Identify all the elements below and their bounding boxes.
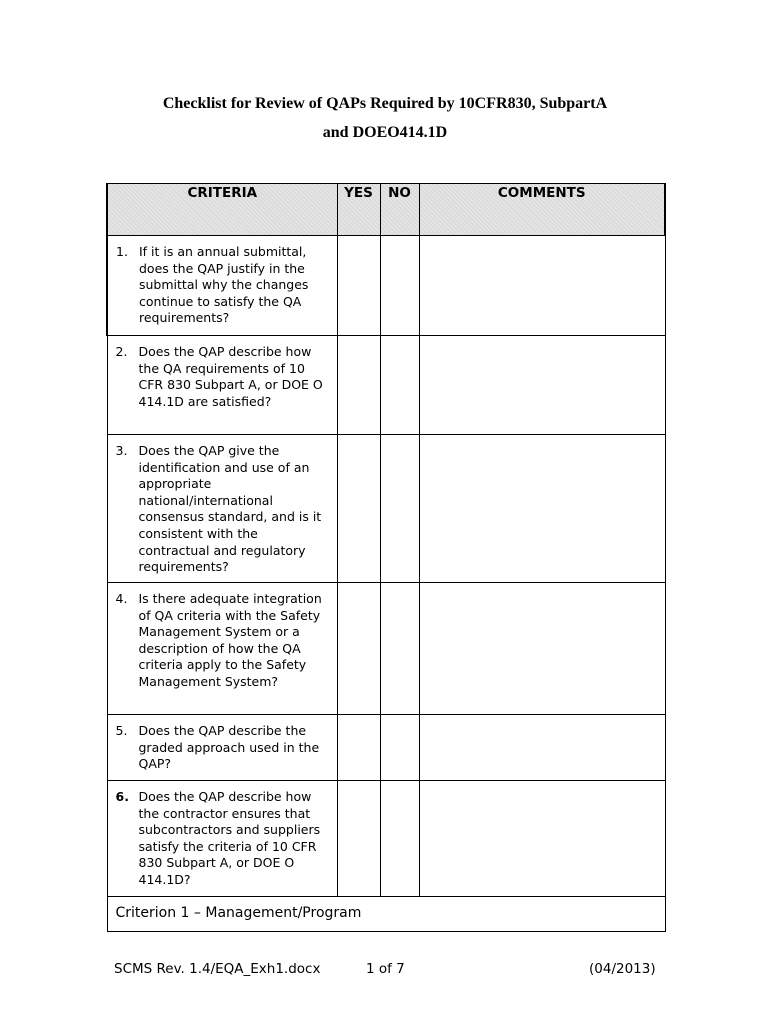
- criteria-cell: [107, 583, 337, 715]
- criteria-header: CRITERIA: [107, 184, 337, 236]
- no-cell[interactable]: [380, 435, 419, 583]
- section-heading-row: [107, 897, 665, 932]
- criteria-number: 1.: [116, 244, 128, 259]
- yes-header: YES: [337, 184, 380, 236]
- table-header-row: [107, 184, 665, 236]
- criteria-cell: [107, 715, 337, 781]
- criteria-text: Does the QAP describe how the contractor ensures that subcontractors and suppliers satisfy the criteria of 10 CFR 830 Subpart A, or DOE O 414.1D?: [138, 789, 321, 887]
- criteria-cell: [107, 435, 337, 583]
- comments-cell[interactable]: [419, 435, 665, 583]
- criteria-cell: [107, 336, 337, 435]
- criteria-text: Does the QAP give the identification and use of an appropriate national/international consensus standard, and is it consistent with the contractual and regulatory requirements?: [138, 443, 322, 575]
- comments-cell[interactable]: [419, 781, 665, 897]
- table-row: [107, 236, 665, 336]
- criteria-cell: [107, 236, 337, 336]
- comments-cell[interactable]: [419, 715, 665, 781]
- yes-cell[interactable]: [337, 435, 380, 583]
- no-cell[interactable]: [380, 715, 419, 781]
- comments-cell[interactable]: [419, 336, 665, 435]
- criteria-number: 5.: [115, 723, 128, 738]
- table-row: [107, 583, 665, 715]
- criteria-number: 2.: [115, 344, 128, 359]
- yes-cell[interactable]: [337, 781, 380, 897]
- checklist-table: [106, 183, 666, 932]
- criteria-number: 4.: [115, 591, 128, 606]
- criteria-text: Does the QAP describe the graded approach used in the QAP?: [138, 723, 320, 772]
- table-row: [107, 715, 665, 781]
- no-header: NO: [380, 184, 419, 236]
- no-cell[interactable]: [380, 236, 419, 336]
- comments-header: COMMENTS: [419, 184, 665, 236]
- criteria-text: If it is an annual submittal, does the QAP justify in the submittal why the changes continue to satisfy the QA requirements?: [139, 244, 309, 326]
- yes-cell[interactable]: [337, 715, 380, 781]
- criteria-number: 6.: [115, 789, 129, 804]
- no-cell[interactable]: [380, 781, 419, 897]
- yes-cell[interactable]: [337, 336, 380, 435]
- criteria-number: 3.: [115, 443, 128, 458]
- criteria-text: Is there adequate integration of QA criteria with the Safety Management System or a description of how the QA criteria apply to the Safety Management System?: [138, 591, 322, 689]
- footer-date: (04/2013): [589, 961, 656, 977]
- criteria-text: Does the QAP describe how the QA requirements of 10 CFR 830 Subpart A, or DOE O 414.1D are satisfied?: [138, 344, 323, 409]
- table-row: [107, 336, 665, 435]
- no-cell[interactable]: [380, 336, 419, 435]
- document-title-line-2: and DOEO414.1D: [322, 124, 448, 141]
- table-row: [107, 435, 665, 583]
- document-title-line-1: Checklist for Review of QAPs Required by 10CFR830, SubpartA: [162, 95, 608, 112]
- footer-page-number: 1 of 7: [366, 961, 405, 977]
- footer-doc-ref: SCMS Rev. 1.4/EQA_Exh1.docx: [114, 961, 321, 977]
- comments-cell[interactable]: [419, 236, 665, 336]
- no-cell[interactable]: [380, 583, 419, 715]
- criteria-cell: [107, 781, 337, 897]
- comments-cell[interactable]: [419, 583, 665, 715]
- yes-cell[interactable]: [337, 583, 380, 715]
- table-row: [107, 781, 665, 897]
- section-heading: Criterion 1 – Management/Program: [107, 897, 665, 932]
- yes-cell[interactable]: [337, 236, 380, 336]
